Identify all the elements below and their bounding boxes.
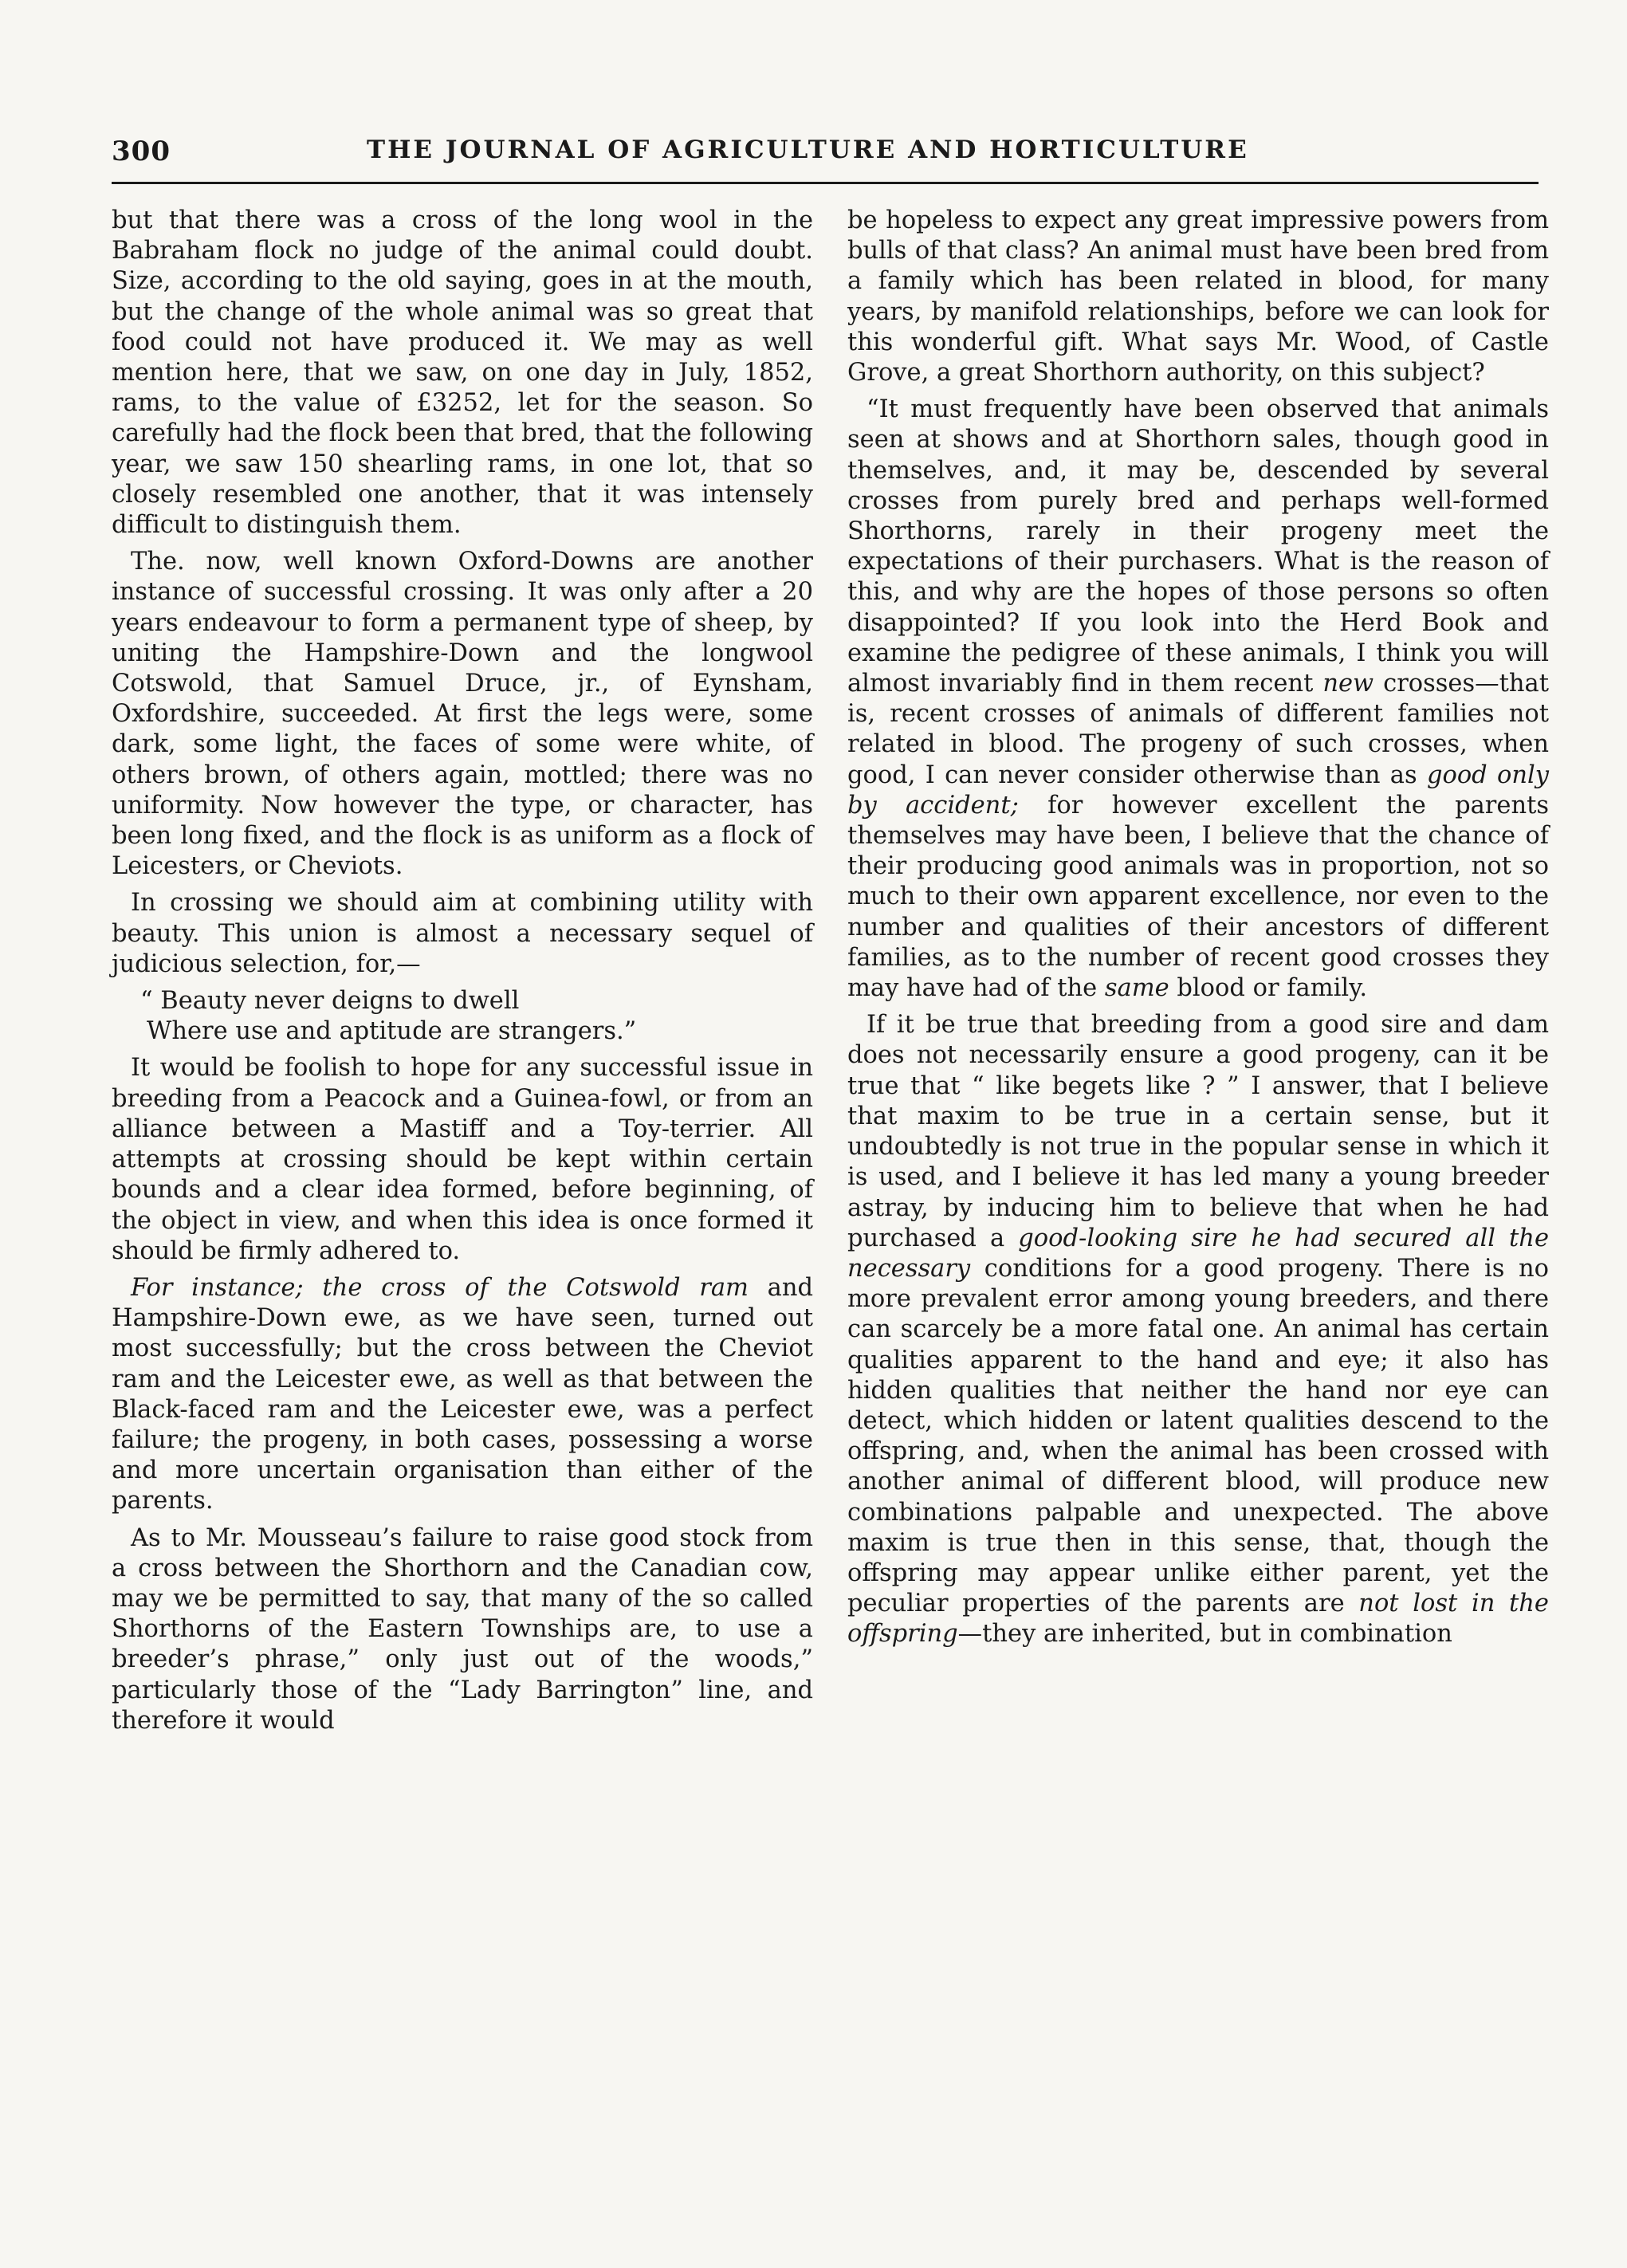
page-number: 300 — [112, 136, 171, 167]
emphasis: not lost in the offspring — [847, 1590, 1549, 1649]
paragraph — [847, 395, 1549, 1004]
text-run: blood or family. — [1169, 974, 1368, 1003]
emphasis: new — [1322, 670, 1374, 698]
verse-quote — [140, 986, 813, 1047]
verse-line: “ Beauty never deigns to dwell — [140, 987, 520, 1016]
left-column — [112, 206, 813, 1743]
paragraph: be hopeless to expect any great impressive powers from bulls of that class? An animal must have been bred from a family which has been related in blood, for many years, by manifold relationships, before we can look for this wonderful gift. What says Mr. Wood, of Castle Grove, a great Shorthorn authority, on this subject? — [847, 206, 1549, 387]
paragraph: As to Mr. Mousseau’s failure to raise good stock from a cross between the Shorthorn and the Canadian cow, may we be permitted to say, that many of the so called Shorthorns of the Eastern Townships are, to use a breeder’s phrase,” only just out of the woods,” particularly those of the “Lady Barrington” line, and therefore it would — [112, 1523, 813, 1735]
right-column — [847, 206, 1549, 1657]
emphasis: For instance; the cross of the Cotswold ram — [131, 1273, 749, 1302]
page-header — [112, 128, 1539, 175]
emphasis: good-looking sire he had secured all the necessary — [847, 1224, 1549, 1283]
emphasis: same — [1104, 974, 1169, 1003]
text-run: conditions for a good progeny. There is no more prevalent error among young breeders, and there can scarcely be a more fatal one. An animal has certain qualities apparent to the hand and eye; it also has hidden qualities that neither the hand nor eye can detect, which hidden or latent qualities descend to the offspring, and, when the animal has been crossed with another animal of different blood, will produce new combinations palpable and unexpected. The above maxim is true then in this sense, that, though the offspring may appear unlike either parent, yet the peculiar properties of the parents are — [847, 1254, 1549, 1618]
paragraph: It would be foolish to hope for any successful issue in breeding from a Peacock and a Guinea-fowl, or from an alliance between a Mastiff and a Toy-terrier. All attempts at crossing should be kept within certain bounds and a clear idea formed, before beginning, of the object in view, and when this idea is once formed it should be firmly adhered to. — [112, 1054, 813, 1265]
paragraph: but that there was a cross of the long wool in the Babraham flock no judge of the animal could doubt. Size, according to the old saying, goes in at the mouth, but the change of the whole animal was so great that food could not have produced it. We may as well mention here, that we saw, on one day in July, 1852, rams, to the value of £3252, let for the season. So carefully had the flock been that bred, that the following year, we saw 150 shearling rams, in one lot, that so closely resembled one another, that it was intensely difficult to distinguish them. — [112, 206, 813, 540]
emphasis: good only by accident; — [847, 761, 1549, 820]
text-run: for however excellent the parents themselves may have been, I believe that the chance of their producing good animals was in proportion, not so much to their own apparent excellence, nor even to the number and qualities of their ancestors of different families, as to the number of recent good crosses they may have had of the — [847, 791, 1549, 1003]
header-rule — [112, 182, 1539, 184]
paragraph — [847, 1010, 1549, 1649]
paragraph — [112, 1273, 813, 1517]
running-title: THE JOURNAL OF AGRICULTURE AND HORTICULTURE — [367, 136, 1249, 164]
text-run: If it be true that breeding from a good sire and dam does not necessarily ensure a good progeny, can it be true that “ like begets like ? ” I answer, that I believe that maxim to be true in a certain sense, but it undoubtedly is not true in the popular sense in which it is used, and I believe it has led many a young breeder astray, by inducing him to believe that when he had purchased a — [847, 1011, 1549, 1252]
verse-line: Where use and aptitude are strangers.” — [147, 1017, 637, 1046]
text-run: “It must frequently have been observed that animals seen at shows and at Shorthorn sales, though good in themselves, and, it may be, descended by several crosses from purely bred and perhaps well-formed Shorthorns, rarely in their progeny meet the expectations of their purchasers. What is the reason of this, and why are the hopes of those persons so often disappointed? If you look into the Herd Book and examine the pedigree of these animals, I think you will almost invariably find in them recent — [847, 395, 1549, 698]
text-run: and Hampshire-Down ewe, as we have seen, turned out most successfully; but the cross between the Cheviot ram and the Leicester ewe, as well as that between the Black-faced ram and the Leicester ewe, was a perfect failure; the progeny, in both cases, possessing a worse and more uncertain organisation than either of the parents. — [112, 1273, 814, 1515]
text-run: crosses—that is, recent crosses of animals of different families not related in blood. The progeny of such crosses, when good, I can never consider otherwise than as — [847, 670, 1549, 789]
paragraph: The. now, well known Oxford-Downs are another instance of successful crossing. It was only after a 20 years endeavour to form a permanent type of sheep, by uniting the Hampshire-Down and the longwool Cotswold, that Samuel Druce, jr., of Eynsham, Oxfordshire, succeeded. At first the legs were, some dark, some light, the faces of some were white, of others brown, of others again, mottled; there was no uniformity. Now however the type, or character, has been long fixed, and the flock is as uniform as a flock of Leicesters, or Cheviots. — [112, 548, 813, 881]
text-run: —they are inherited, but in combination — [957, 1620, 1452, 1649]
paragraph: In crossing we should aim at combining utility with beauty. This union is almost a necessary sequel of judicious selection, for,— — [112, 889, 813, 978]
